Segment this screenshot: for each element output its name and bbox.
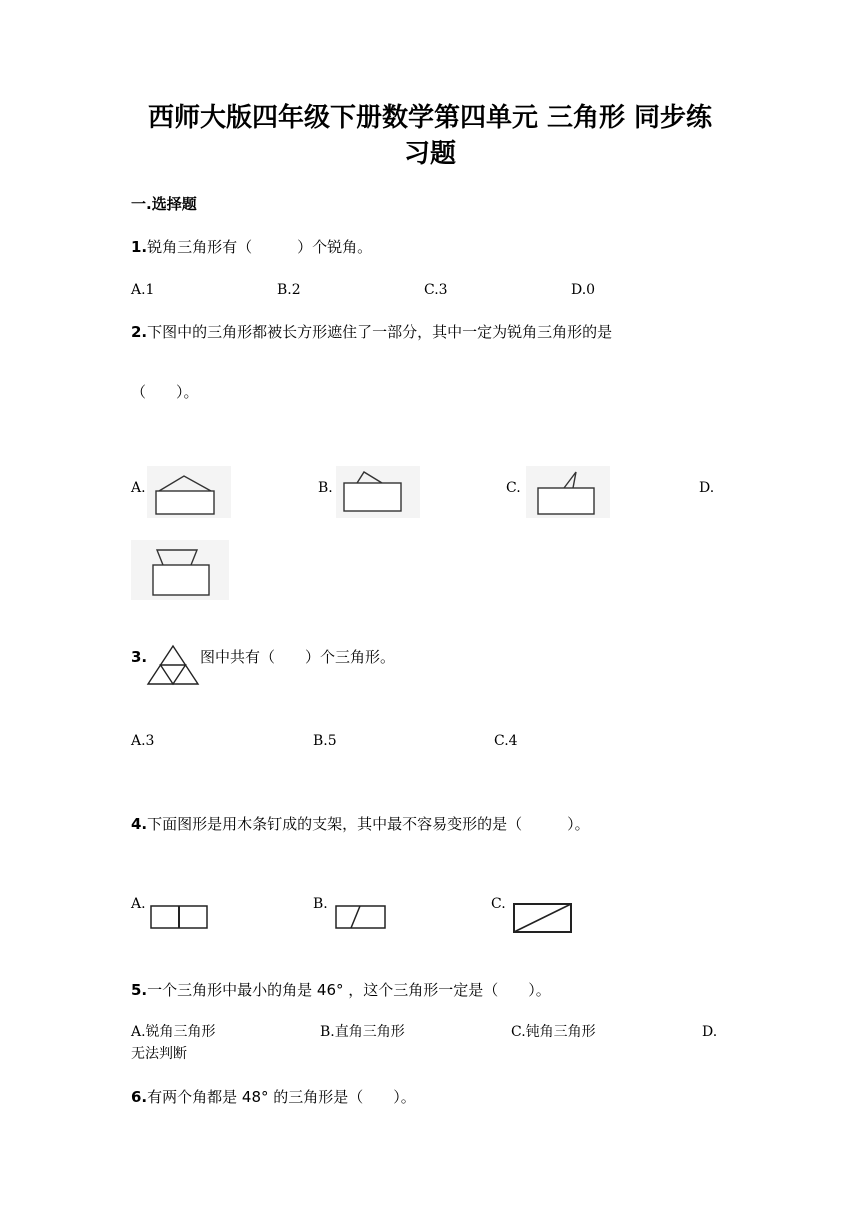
question-text: 下面图形是用木条钉成的支架，其中最不容易变形的是（ ）。 [147, 815, 590, 833]
q5-option-d-text[interactable]: 无法判断 [131, 1046, 187, 1062]
question-2 [131, 321, 612, 343]
q3-option-a[interactable]: A.3 [131, 733, 155, 749]
q3-option-c[interactable]: C.4 [494, 733, 518, 749]
triangle-figure [145, 643, 201, 687]
q2-figure-c [526, 466, 610, 518]
q3-option-b[interactable]: B.5 [313, 733, 337, 749]
question-number: 5. [131, 981, 148, 999]
q5-option-c[interactable]: C.钝角三角形 [511, 1024, 596, 1040]
question-number: 2. [131, 323, 148, 341]
q2-option-a[interactable]: A. [131, 480, 146, 496]
question-text: 有两个角都是 48° 的三角形是（ ）。 [147, 1088, 416, 1106]
q5-option-b[interactable]: B.直角三角形 [320, 1024, 405, 1040]
q4-figure-a [150, 905, 208, 931]
question-number: 1. [131, 238, 148, 256]
question-number: 6. [131, 1088, 148, 1106]
title-line-1: 西师大版四年级下册数学第四单元 三角形 同步练 [147, 103, 713, 133]
q4-option-c[interactable]: C. [491, 896, 506, 912]
question-5 [131, 979, 551, 1001]
question-3-text: 图中共有（ ）个三角形。 [200, 648, 396, 666]
q1-option-c[interactable]: C.3 [424, 282, 448, 298]
question-number: 4. [131, 815, 148, 833]
q2-figure-b [336, 466, 420, 518]
q2-option-b[interactable]: B. [318, 480, 333, 496]
q5-option-d[interactable]: D. [702, 1024, 718, 1040]
title-line-2: 习题 [403, 139, 456, 169]
question-text: 一个三角形中最小的角是 46° ，这个三角形一定是（ ）。 [147, 981, 551, 999]
question-1 [131, 236, 372, 258]
q2-option-d[interactable]: D. [699, 480, 715, 496]
question-text: 锐角三角形有（ ）个锐角。 [147, 238, 373, 256]
question-text: 下图中的三角形都被长方形遮住了一部分，其中一定为锐角三角形的是 [147, 323, 613, 341]
q2-figure-d [131, 540, 229, 600]
q4-option-b[interactable]: B. [313, 896, 328, 912]
q1-option-b[interactable]: B.2 [277, 282, 301, 298]
q1-option-d[interactable]: D.0 [571, 282, 596, 298]
q4-figure-b [335, 905, 387, 931]
q1-option-a[interactable]: A.1 [131, 282, 155, 298]
q2-figure-a [147, 466, 231, 518]
question-2-blank: （ ）。 [131, 383, 199, 401]
q4-figure-c [512, 902, 574, 934]
question-4 [131, 813, 590, 835]
section-heading: 一.选择题 [131, 195, 197, 213]
q2-option-c[interactable]: C. [506, 480, 521, 496]
q5-option-a[interactable]: A.锐角三角形 [131, 1024, 216, 1040]
page-title [120, 100, 740, 172]
question-6 [131, 1086, 416, 1108]
question-3-number: 3. [131, 648, 148, 666]
q4-option-a[interactable]: A. [131, 896, 146, 912]
